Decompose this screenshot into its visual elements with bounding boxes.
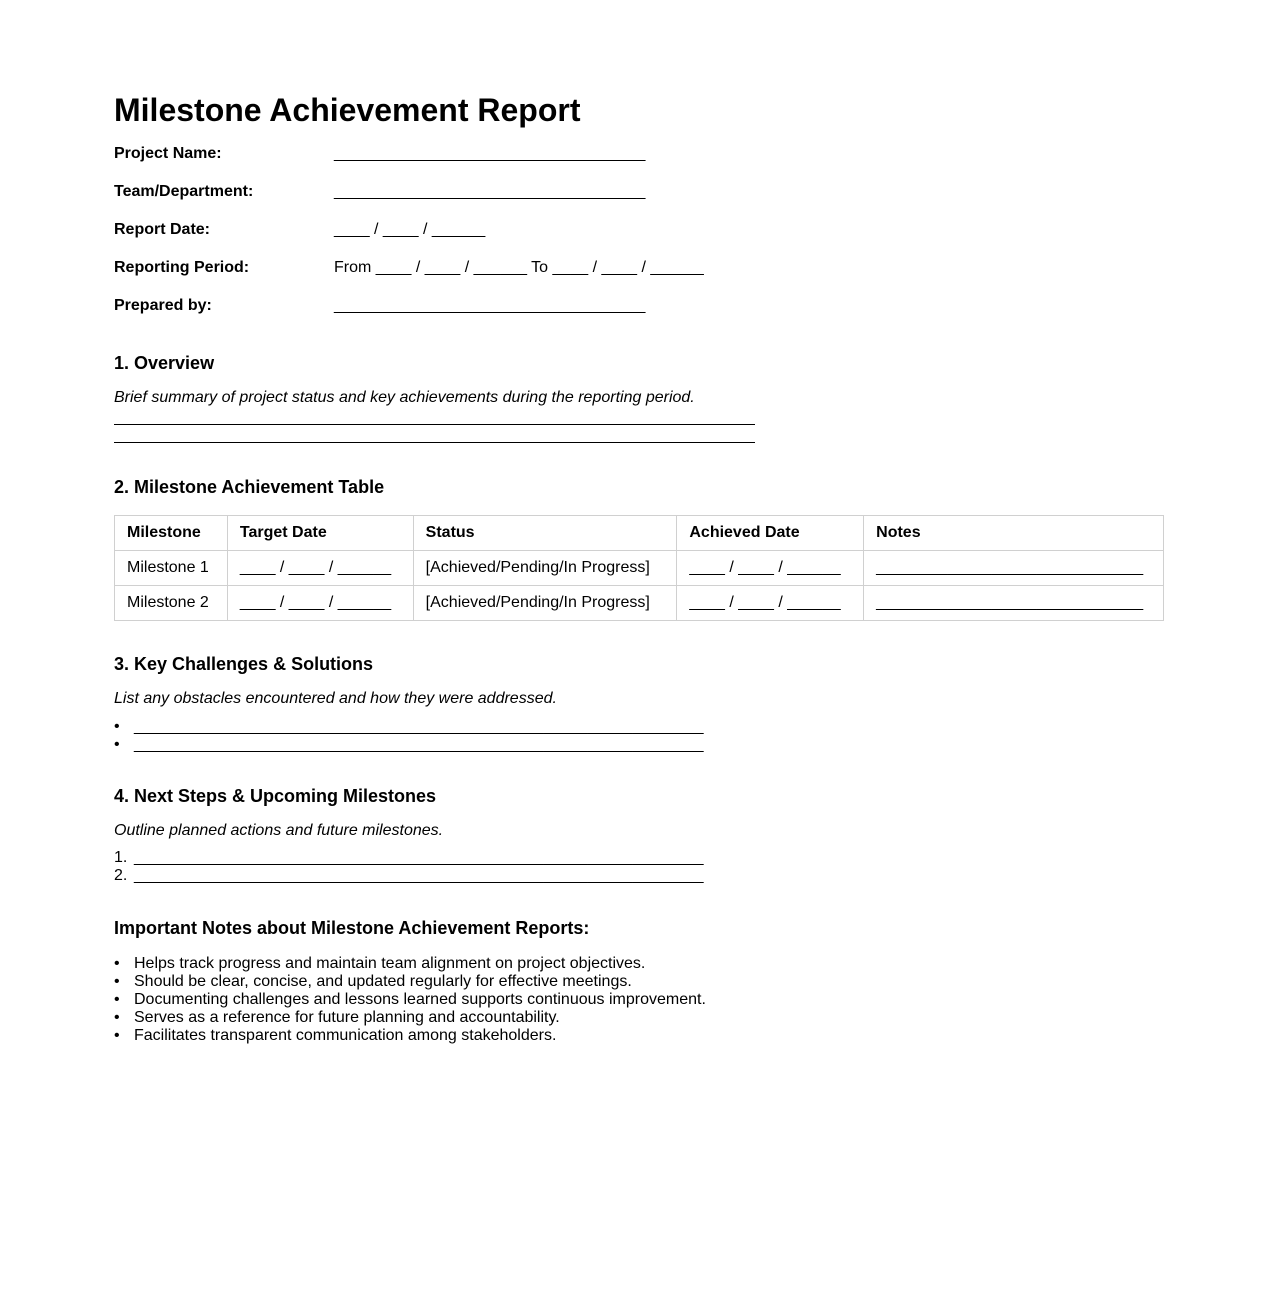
bullet-marker: •: [114, 1027, 120, 1044]
overview-line-2[interactable]: [114, 442, 755, 443]
note-text: Should be clear, concise, and updated regularly for effective meetings.: [134, 973, 632, 990]
list-number: 1.: [114, 849, 128, 866]
target-date-cell[interactable]: ____ / ____ / ______: [227, 586, 413, 621]
report-date-label: Report Date:: [114, 221, 211, 238]
overview-heading: 1. Overview: [114, 353, 215, 373]
next-steps-list: [114, 849, 704, 885]
list-item: [114, 991, 706, 1009]
challenge-blank[interactable]: ________________________________________________________________: [134, 718, 704, 735]
next-steps-heading: 4. Next Steps & Upcoming Milestones: [114, 786, 437, 806]
note-text: Facilitates transparent communication among stakeholders.: [134, 1027, 557, 1044]
bullet-marker: •: [114, 1009, 120, 1026]
challenges-instruction: List any obstacles encountered and how they were addressed.: [114, 690, 557, 707]
column-header-milestone: Milestone: [115, 516, 228, 551]
status-cell[interactable]: [Achieved/Pending/In Progress]: [413, 551, 677, 586]
milestone-table: [114, 515, 1164, 621]
milestone-name-cell: Milestone 2: [115, 586, 228, 621]
column-header-status: Status: [413, 516, 677, 551]
list-item: [114, 955, 706, 973]
list-item: [114, 973, 706, 991]
note-text: Serves as a reference for future planning and accountability.: [134, 1009, 560, 1026]
challenges-list: [114, 718, 704, 754]
overview-instruction: Brief summary of project status and key achievements during the reporting period.: [114, 389, 695, 406]
team-blank[interactable]: ___________________________________: [334, 183, 646, 200]
notes-cell[interactable]: ______________________________: [864, 586, 1164, 621]
achieved-date-cell[interactable]: ____ / ____ / ______: [677, 551, 864, 586]
bullet-marker: •: [114, 991, 120, 1008]
project-name-blank[interactable]: ___________________________________: [334, 145, 646, 162]
list-item[interactable]: [114, 736, 704, 754]
list-item: [114, 1009, 706, 1027]
achieved-date-cell[interactable]: ____ / ____ / ______: [677, 586, 864, 621]
list-number: 2.: [114, 867, 128, 884]
team-label: Team/Department:: [114, 183, 254, 200]
challenges-heading: 3. Key Challenges & Solutions: [114, 654, 374, 674]
next-step-blank[interactable]: ________________________________________________________________: [134, 849, 704, 866]
bullet-marker: •: [114, 736, 120, 753]
prepared-by-label: Prepared by:: [114, 297, 212, 314]
notes-list: [114, 955, 706, 1045]
list-item[interactable]: [114, 718, 704, 736]
next-steps-instruction: Outline planned actions and future milestones.: [114, 822, 444, 839]
list-item: [114, 1027, 706, 1045]
table-header-row: [115, 516, 1164, 551]
note-text: Helps track progress and maintain team alignment on project objectives.: [134, 955, 646, 972]
prepared-by-blank[interactable]: ___________________________________: [334, 297, 646, 314]
note-text: Documenting challenges and lessons learned supports continuous improvement.: [134, 991, 706, 1008]
status-cell[interactable]: [Achieved/Pending/In Progress]: [413, 586, 677, 621]
notes-heading: Important Notes about Milestone Achievement Reports:: [114, 918, 590, 938]
column-header-notes: Notes: [864, 516, 1164, 551]
reporting-period-blank[interactable]: From ____ / ____ / ______ To ____ / ____ / ______: [334, 259, 704, 276]
target-date-cell[interactable]: ____ / ____ / ______: [227, 551, 413, 586]
bullet-marker: •: [114, 955, 120, 972]
list-item[interactable]: [114, 849, 704, 867]
bullet-marker: •: [114, 973, 120, 990]
reporting-period-label: Reporting Period:: [114, 259, 250, 276]
column-header-achieved-date: Achieved Date: [677, 516, 864, 551]
table-heading: 2. Milestone Achievement Table: [114, 477, 385, 497]
notes-cell[interactable]: ______________________________: [864, 551, 1164, 586]
bullet-marker: •: [114, 718, 120, 735]
table-row: [115, 586, 1164, 621]
project-name-label: Project Name:: [114, 145, 222, 162]
milestone-name-cell: Milestone 1: [115, 551, 228, 586]
table-row: [115, 551, 1164, 586]
challenge-blank[interactable]: ________________________________________________________________: [134, 736, 704, 753]
overview-line-1[interactable]: [114, 424, 755, 425]
report-date-blank[interactable]: ____ / ____ / ______: [334, 221, 486, 238]
report-title: Milestone Achievement Report: [114, 92, 581, 128]
list-item[interactable]: [114, 867, 704, 885]
column-header-target-date: Target Date: [227, 516, 413, 551]
next-step-blank[interactable]: ________________________________________________________________: [134, 867, 704, 884]
